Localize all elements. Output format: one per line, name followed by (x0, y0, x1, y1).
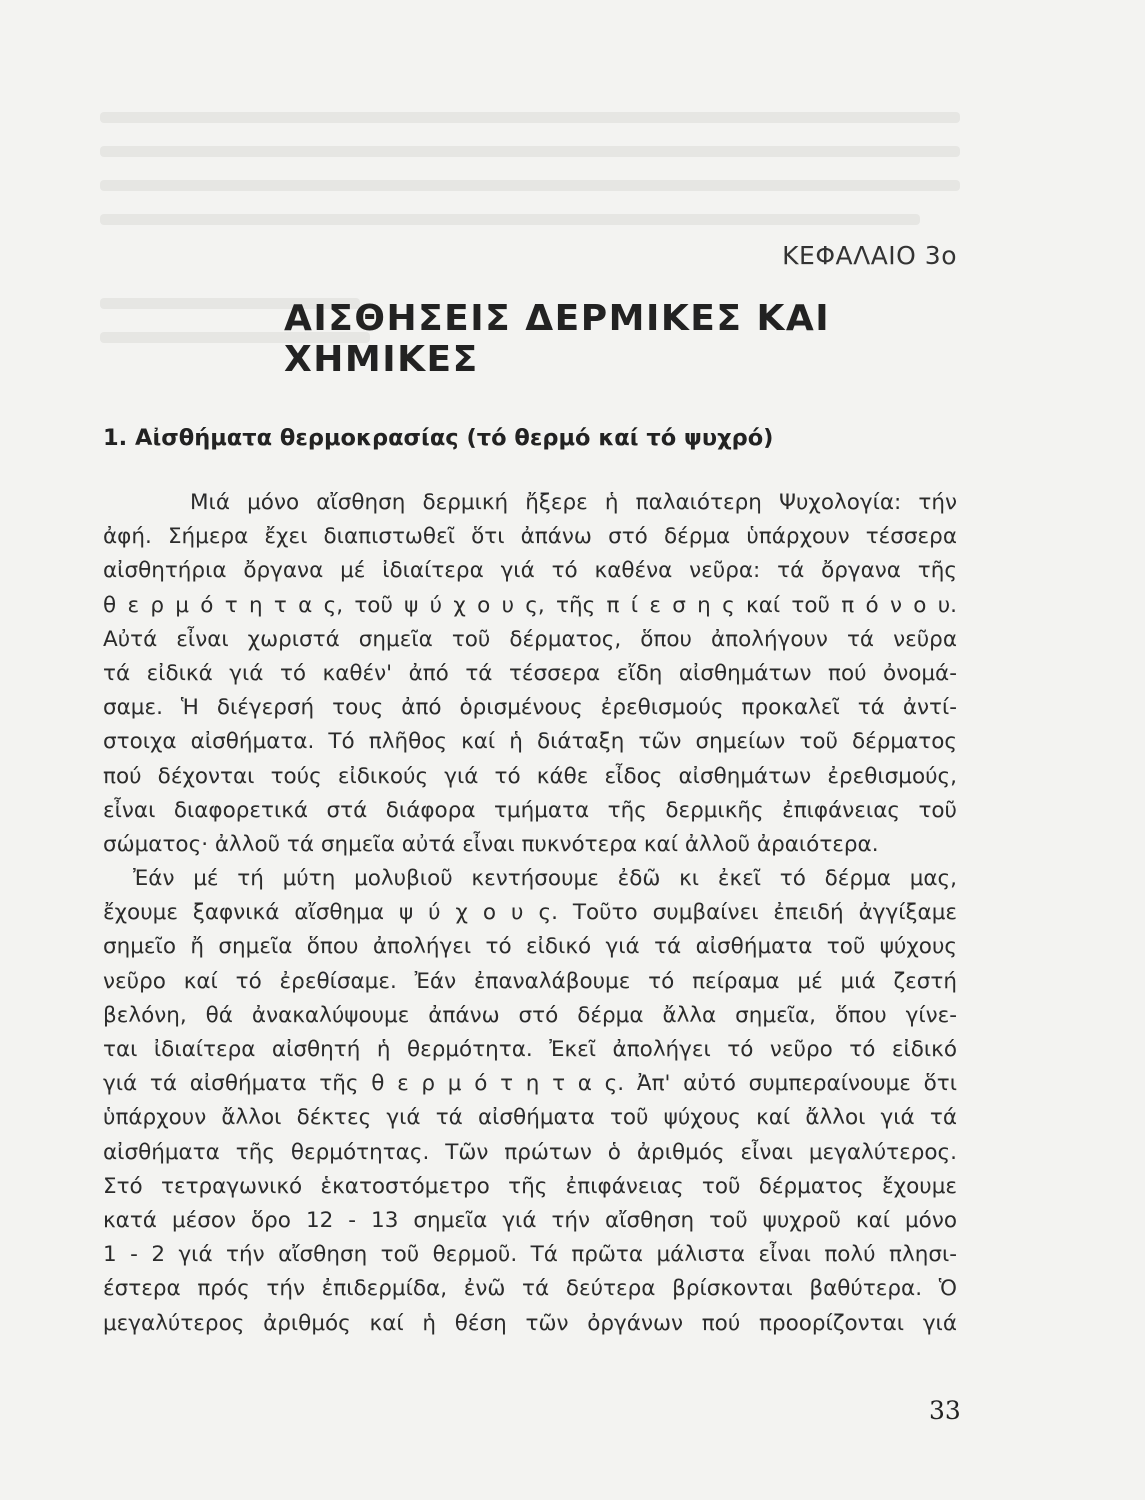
text-line: σαμε. Ἡ διέγερσή τους ἀπό ὁρισμένους ἐρεθισμούς προκαλεῖ τά ἀντί- (103, 695, 957, 721)
text-line: εἶναι διαφορετικά στά διάφορα τμήματα τῆς δερμικῆς ἐπιφάνειας τοῦ (103, 797, 957, 823)
text-line: τά εἰδικά γιά τό καθέν' ἀπό τά τέσσερα εἴδη αἰσθημάτων πού ὀνομά- (103, 660, 957, 686)
bleed-through-text (100, 112, 960, 123)
text-line: 1 - 2 γιά τήν αἴσθηση τοῦ θερμοῦ. Τά πρῶτα μάλιστα εἶναι πολύ πλησι- (103, 1242, 957, 1268)
text-line: σώματος· ἀλλοῦ τά σημεῖα αὐτά εἶναι πυκνότερα καί ἀλλοῦ ἀραιότερα. (103, 831, 879, 857)
bleed-through-text (100, 146, 960, 157)
text-line: νεῦρο καί τό ἐρεθίσαμε. Ἐάν ἐπαναλάβουμε τό πείραμα μέ μιά ζεστή (103, 968, 957, 994)
page-number: 33 (929, 1396, 961, 1425)
text-line: ται ἰδιαίτερα αἰσθητή ἡ θερμότητα. Ἐκεῖ ἀπολήγει τό νεῦρο τό εἰδικό (103, 1037, 957, 1062)
body-text (103, 486, 957, 1341)
text-line: πού δέχονται τούς εἰδικούς γιά τό κάθε εἶδος αἰσθημάτων ἐρεθισμούς, (103, 763, 957, 789)
text-line: κατά μέσον ὅρο 12 - 13 σημεῖα γιά τήν αἴσθηση τοῦ ψυχροῦ καί μόνο (103, 1207, 957, 1233)
text-line: αἰσθήματα τῆς θερμότητας. Τῶν πρώτων ὁ ἀριθμός εἶναι μεγαλύτερος. (103, 1139, 957, 1165)
text-line: στοιχα αἰσθήματα. Τό πλῆθος καί ἡ διάταξη τῶν σημείων τοῦ δέρματος (103, 729, 957, 755)
text-line: ὑπάρχουν ἄλλοι δέκτες γιά τά αἰσθήματα τοῦ ψύχους καί ἄλλοι γιά τά (103, 1105, 957, 1131)
text-line: Στό τετραγωνικό ἑκατοστόμετρο τῆς ἐπιφάνειας τοῦ δέρματος ἔχουμε (103, 1173, 957, 1199)
text-line: Μιά μόνο αἴσθηση δερμική ἤξερε ἡ παλαιότερη Ψυχολογία: τήν (190, 490, 957, 515)
text-line: μεγαλύτερος ἀριθμός καί ἡ θέση τῶν ὀργάνων πού προορίζονται γιά (103, 1310, 957, 1336)
text-line: βελόνη, θά ἀνακαλύψουμε ἀπάνω στό δέρμα ἄλλα σημεῖα, ὅπου γίνε- (103, 1002, 957, 1028)
text-line: Αὐτά εἶναι χωριστά σημεῖα τοῦ δέρματος, ὅπου ἀπολήγουν τά νεῦρα (103, 626, 957, 652)
chapter-title: ΑΙΣΘΗΣΕΙΣ ΔΕΡΜΙΚΕΣ ΚΑΙ ΧΗΜΙΚΕΣ (284, 298, 831, 380)
text-line: θ ε ρ μ ό τ η τ α ς, τοῦ ψ ύ χ ο υ ς, τῆς π ί ε σ η ς καί τοῦ π ό ν ο υ. (103, 592, 957, 618)
chapter-label: ΚΕΦΑΛΑΙΟ 3ο (782, 241, 957, 270)
text-line: σημεῖο ἤ σημεῖα ὅπου ἀπολήγει τό εἰδικό γιά τά αἰσθήματα τοῦ ψύχους (103, 934, 957, 960)
text-line: ἔχουμε ξαφνικά αἴσθημα ψ ύ χ ο υ ς. Τοῦτο συμβαίνει ἐπειδή ἀγγίξαμε (103, 900, 957, 926)
text-line: έστερα πρός τήν ἐπιδερμίδα, ἐνῶ τά δεύτερα βρίσκονται βαθύτερα. Ὁ (103, 1276, 957, 1302)
text-line: ἀφή. Σήμερα ἔχει διαπιστωθεῖ ὅτι ἀπάνω στό δέρμα ὑπάρχουν τέσσερα (103, 524, 957, 550)
bleed-through-text (100, 180, 960, 191)
section-heading: 1. Αἰσθήματα θερμοκρασίας (τό θερμό καί τό ψυχρό) (103, 425, 774, 451)
text-line: Ἐάν μέ τή μύτη μολυβιοῦ κεντήσουμε ἐδῶ κι ἐκεῖ τό δέρμα μας, (133, 866, 957, 892)
text-line: αἰσθητήρια ὄργανα μέ ἰδιαίτερα γιά τό καθένα νεῦρα: τά ὄργανα τῆς (103, 558, 957, 584)
text-line: γιά τά αἰσθήματα τῆς θ ε ρ μ ό τ η τ α ς. Ἀπ' αὐτό συμπεραίνουμε ὅτι (103, 1071, 957, 1097)
bleed-through-text (100, 214, 920, 225)
